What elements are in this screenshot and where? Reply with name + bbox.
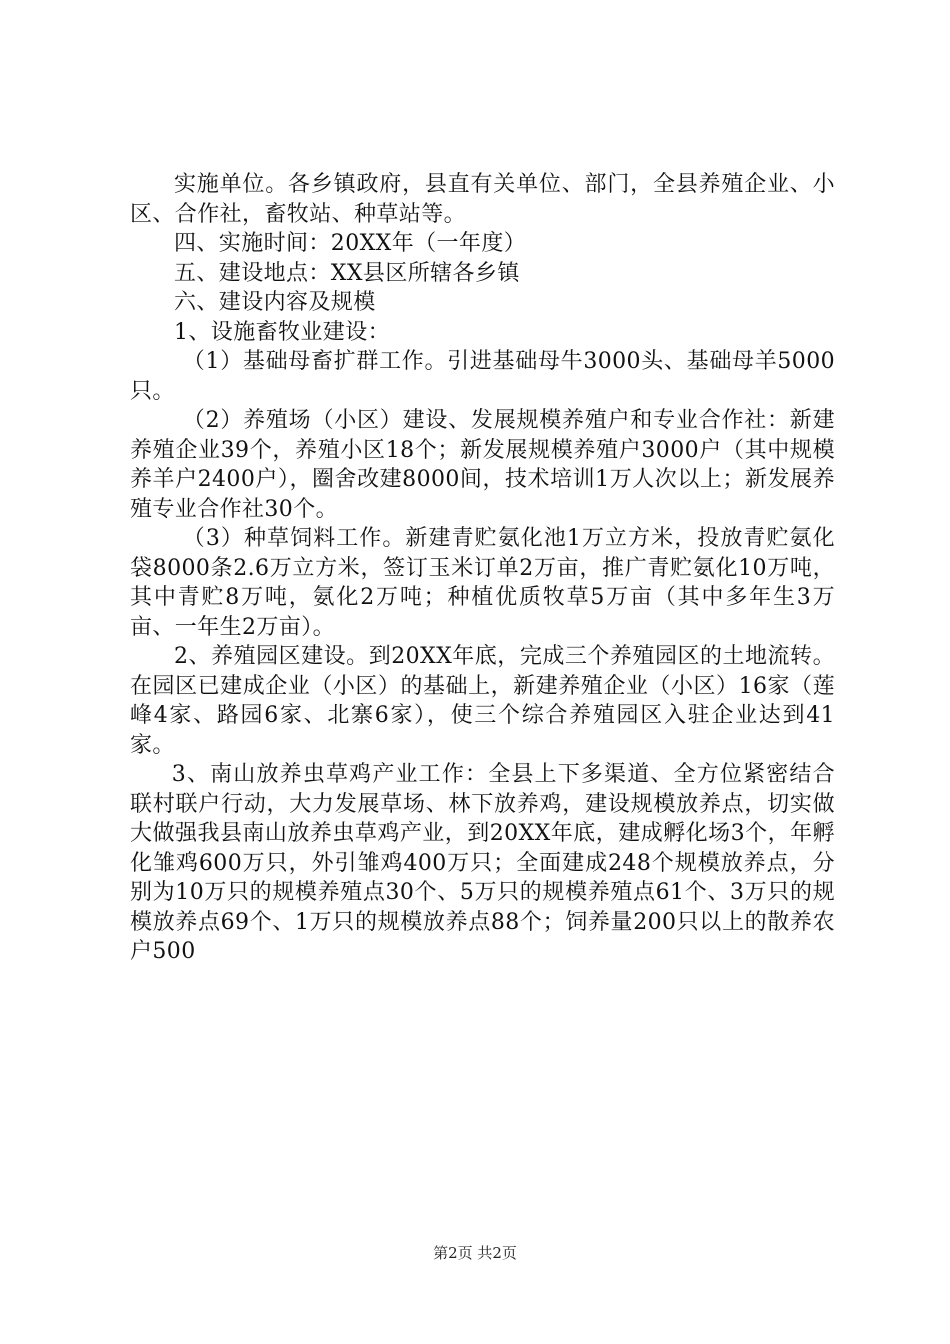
paragraph-construction-location: 五、建设地点：XX县区所辖各乡镇 <box>174 260 520 286</box>
paragraph-implementation-time: 四、实施时间：20XX年（一年度） <box>174 231 527 256</box>
paragraph-construction-content-heading: 六、建设内容及规模 <box>174 290 376 315</box>
paragraph-forage-work: （3）种草饲料工作。新建青贮氨化池1万立方米，投放青贮氨化袋8000条2.6万立方米，签订玉米订单2万亩，推广青贮氨化10万吨，其中青贮8万吨，氨化2万吨；种植优质牧草5万亩（其中多年生3万亩、一年生2万亩）。 <box>130 526 835 640</box>
page-footer: 第2页 共2页 <box>433 1244 517 1262</box>
paragraph-farm-construction: （2）养殖场（小区）建设、发展规模养殖户和专业合作社：新建养殖企业39个，养殖小区18个；新发展规模养殖户3000户（其中规模养羊户2400户），圈舍改建8000间，技术培训1万人次以上；新发展养殖专业合作社30个。 <box>130 408 835 522</box>
paragraph-breeding-park: 2、养殖园区建设。到20XX年底，完成三个养殖园区的土地流转。在园区已建成企业（小区）的基础上，新建养殖企业（小区）16家（莲峰4家、路园6家、北寨6家），使三个综合养殖园区入驻企业达到41家。 <box>130 644 835 758</box>
paragraph-facility-husbandry-heading: 1、设施畜牧业建设： <box>174 319 390 345</box>
paragraph-nanshan-chicken-industry: 3、南山放养虫草鸡产业工作：全县上下多渠道、全方位紧密结合联村联户行动，大力发展草场、林下放养鸡，建设规模放养点，切实做大做强我县南山放养虫草鸡产业，到20XX年底，建成孵化场3个，年孵化雏鸡600万只，外引雏鸡400万只；全面建成248个规模放养点，分别为10万只的规模养殖点30个、5万只的规模养殖点61个、3万只的规模放养点69个、1万只的规模放养点88个；饲养量200只以上的散养农户500 <box>130 762 835 964</box>
document-body <box>130 170 835 967</box>
paragraph-breeding-stock-expansion: （1）基础母畜扩群工作。引进基础母牛3000头、基础母羊5000只。 <box>130 349 835 404</box>
paragraph-implementing-units: 实施单位。各乡镇政府，县直有关单位、部门，全县养殖企业、小区、合作社，畜牧站、种草站等。 <box>130 172 835 227</box>
